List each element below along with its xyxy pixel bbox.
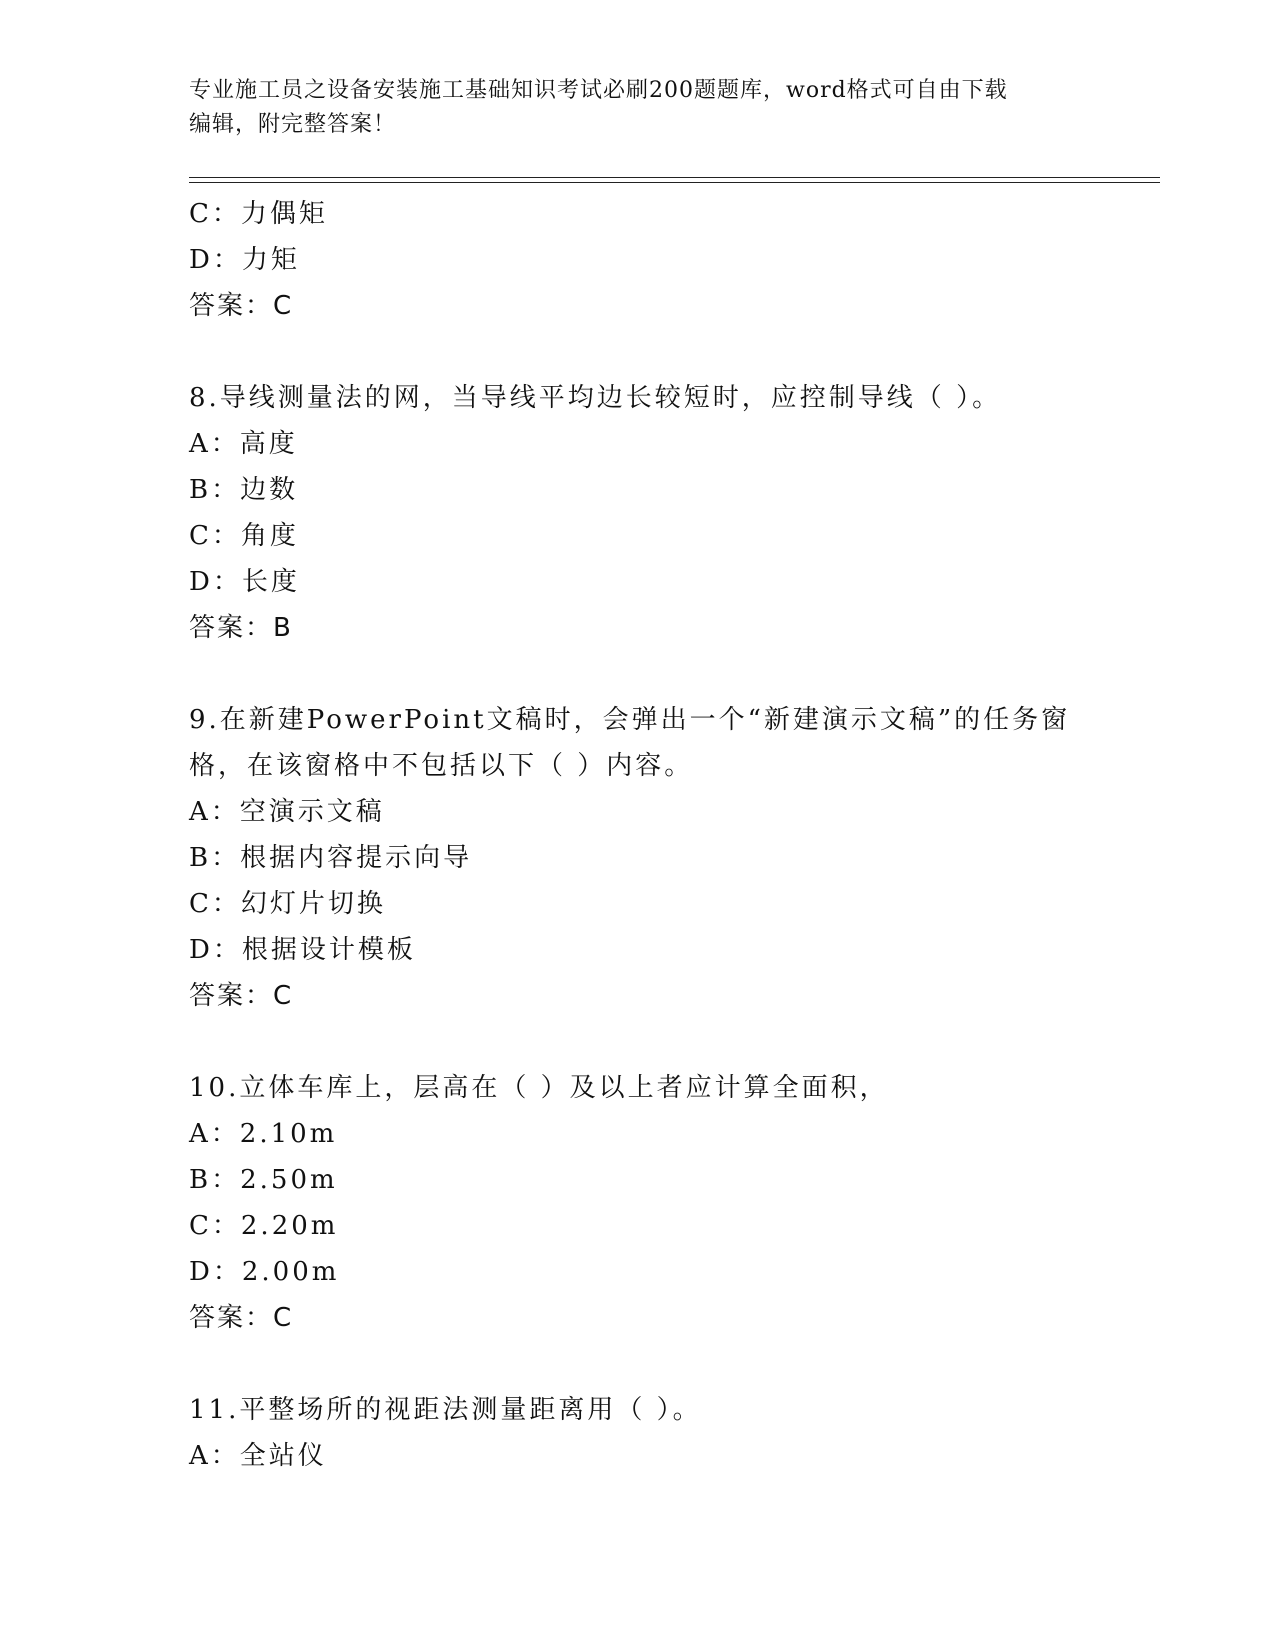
answer-line: 答案：C bbox=[189, 1303, 294, 1333]
option-a: A：空演示文稿 bbox=[189, 797, 385, 827]
question-9-line-2: 格，在该窗格中不包括以下（ ）内容。 bbox=[189, 751, 694, 781]
header-line-1: 专业施工员之设备安装施工基础知识考试必刷200题题库，word格式可自由下载 bbox=[189, 78, 1008, 103]
option-a: A：高度 bbox=[189, 429, 298, 459]
option-b: B：根据内容提示向导 bbox=[189, 843, 473, 873]
option-d: D：根据设计模板 bbox=[189, 935, 416, 965]
option-a: A：全站仪 bbox=[189, 1441, 327, 1471]
option-d: D：长度 bbox=[189, 567, 300, 597]
option-d: D：2.00m bbox=[189, 1257, 340, 1287]
question-list bbox=[189, 191, 1109, 1479]
option-a: A：2.10m bbox=[189, 1119, 338, 1149]
header-rule-top bbox=[189, 177, 1160, 178]
question-9-text bbox=[189, 697, 1109, 789]
option-c: C：角度 bbox=[189, 521, 299, 551]
option-c: C：幻灯片切换 bbox=[189, 889, 386, 919]
page-header bbox=[189, 74, 1089, 142]
answer-line: 答案：B bbox=[189, 613, 293, 643]
option-c: C：2.20m bbox=[189, 1211, 339, 1241]
option-c: C：力偶矩 bbox=[189, 199, 328, 229]
header-rule-bottom bbox=[189, 182, 1160, 183]
option-d: D：力矩 bbox=[189, 245, 300, 275]
answer-line: 答案：C bbox=[189, 291, 294, 321]
option-b: B：2.50m bbox=[189, 1165, 338, 1195]
option-b: B：边数 bbox=[189, 475, 299, 505]
question-9-line-1: 9.在新建PowerPoint文稿时，会弹出一个“新建演示文稿”的任务窗 bbox=[189, 705, 1071, 735]
question-8-text: 8.导线测量法的网，当导线平均边长较短时，应控制导线（ ）。 bbox=[189, 383, 1002, 413]
header-line-2: 编辑，附完整答案！ bbox=[189, 112, 397, 137]
question-11-text: 11.平整场所的视距法测量距离用（ ）。 bbox=[189, 1395, 702, 1425]
answer-line: 答案：C bbox=[189, 981, 294, 1011]
question-10-text: 10.立体车库上，层高在（ ）及以上者应计算全面积， bbox=[189, 1073, 889, 1103]
